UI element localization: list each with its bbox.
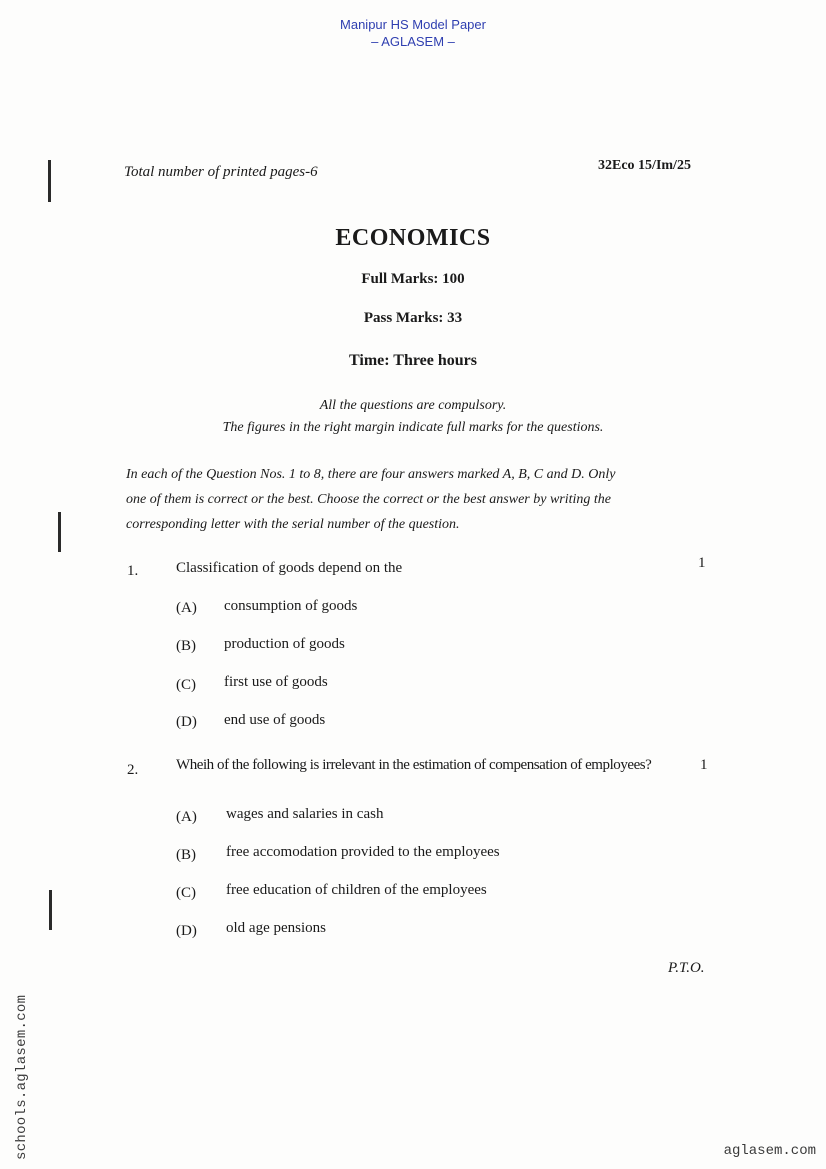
margin-mark (58, 512, 61, 552)
margin-mark (48, 160, 51, 202)
option-text: end use of goods (224, 712, 326, 728)
question-text: Classification of goods depend on the (176, 560, 403, 576)
printed-pages-note: Total number of printed pages-6 (124, 164, 318, 180)
option-text: wages and salaries in cash (226, 806, 384, 822)
mcq-instructions-line: corresponding letter with the serial number of the question. (126, 517, 460, 532)
mcq-instructions-line: one of them is correct or the best. Choose the correct or the best answer by writing the (126, 492, 612, 507)
option-text: production of goods (224, 636, 345, 652)
bottom-watermark: aglasem.com (723, 1143, 816, 1159)
question-number: 2. (127, 762, 139, 778)
full-marks: Full Marks: 100 (361, 271, 465, 287)
option-text: free education of children of the employees (226, 882, 487, 898)
option-letter: (A) (176, 809, 197, 825)
option-text: free accomodation provided to the employees (226, 844, 500, 860)
time-allowed: Time: Three hours (348, 352, 477, 369)
watermark-header-subtitle: – AGLASEM – (371, 34, 455, 49)
option-letter: (A) (176, 600, 197, 616)
margin-mark (49, 890, 52, 930)
question-marks: 1 (698, 555, 706, 571)
option-letter: (D) (176, 714, 197, 730)
option-letter: (C) (176, 885, 196, 901)
option-letter: (D) (176, 923, 197, 939)
question-text: Wheih of the following is irrelevant in the estimation of compensation of employees? (176, 757, 652, 773)
option-letter: (C) (176, 677, 196, 693)
option-text: first use of goods (224, 674, 328, 690)
watermark-header-title: Manipur HS Model Paper (340, 17, 486, 32)
option-text: old age pensions (226, 920, 326, 936)
option-text: consumption of goods (224, 598, 358, 614)
question-marks: 1 (700, 757, 708, 773)
mcq-instructions (126, 462, 706, 537)
instruction-compulsory: All the questions are compulsory. (319, 398, 507, 413)
option-letter: (B) (176, 638, 196, 654)
subject-title: ECONOMICS (335, 225, 491, 251)
option-letter: (B) (176, 847, 196, 863)
please-turn-over: P.T.O. (668, 960, 705, 976)
mcq-instructions-line: In each of the Question Nos. 1 to 8, there are four answers marked A, B, C and D. Only (126, 467, 616, 482)
paper-code: 32Eco 15/Im/25 (598, 158, 691, 173)
pass-marks: Pass Marks: 33 (363, 310, 463, 326)
side-watermark: schools.aglasem.com (14, 994, 30, 1160)
question-number: 1. (127, 563, 139, 579)
instruction-marks: The figures in the right margin indicate full marks for the questions. (222, 420, 604, 435)
